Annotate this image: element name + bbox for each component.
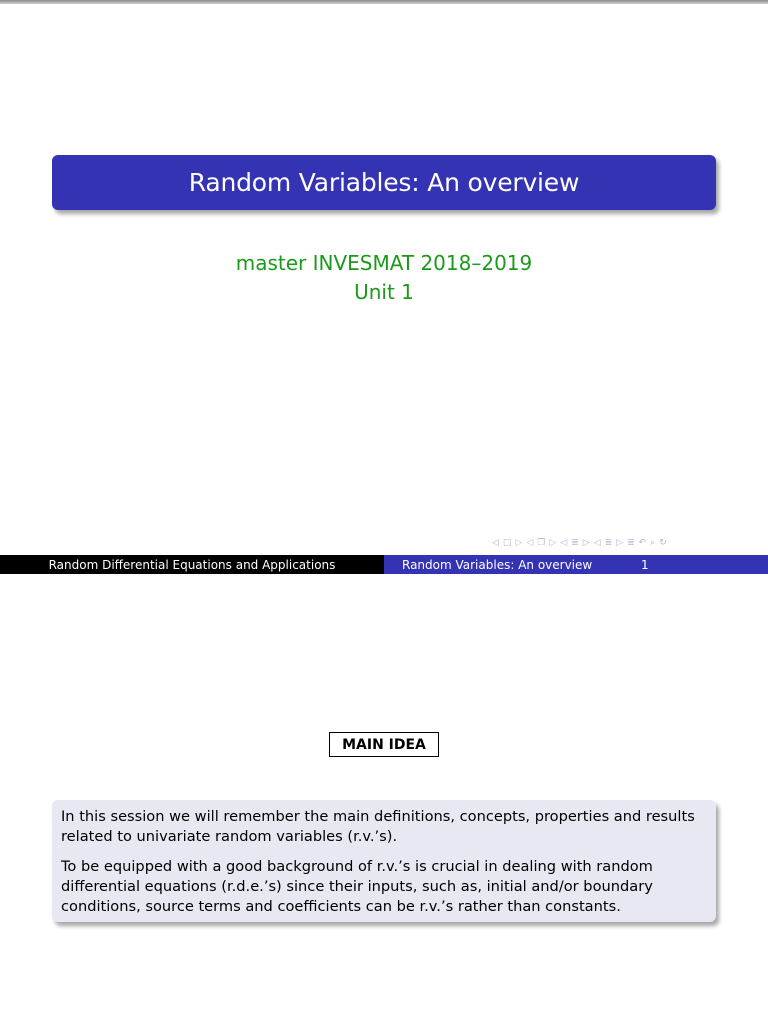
main-idea-label (329, 732, 439, 757)
slide-title-box (52, 155, 716, 210)
nav-next-section-arrow-icon[interactable]: ▷ (582, 538, 590, 548)
nav-search-icon[interactable]: ⌕ (650, 538, 656, 548)
footer-course-title: Random Differential Equations and Applications (48, 557, 336, 572)
slide-title: Random Variables: An overview (188, 168, 580, 197)
block-paragraph-1: In this session we will remember the main definitions, concepts, properties and results related to univariate random variables (r.v.’s). (61, 808, 695, 845)
nav-document-icon[interactable]: ≣ (604, 538, 613, 548)
nav-back-icon[interactable]: ↶ (638, 538, 647, 548)
main-idea-text: MAIN IDEA (342, 736, 426, 753)
footer-page-number: 1 (641, 557, 649, 572)
slide-footer (0, 555, 768, 574)
nav-next-doc-arrow-icon[interactable]: ▷ (616, 538, 624, 548)
subtitle-course: master INVESMAT 2018–2019 (235, 251, 533, 275)
block-paragraph-2: To be equipped with a good background of r.v.’s is crucial in dealing with random differential equations (r.d.e.’s) since their inputs, such as, initial and/or boundary conditions, source terms and coefficients can be r.v.’s rather than constants. (61, 858, 653, 915)
footer-slide-title: Random Variables: An overview (402, 557, 593, 572)
footer-left-panel (0, 555, 384, 574)
content-block (52, 800, 716, 922)
beamer-navigation-bar (492, 537, 762, 549)
nav-prev-frame-arrow-icon[interactable]: ◁ (492, 538, 499, 548)
nav-toc-icon[interactable]: ≣ (627, 538, 635, 548)
nav-subsection-icon[interactable]: ❐ (537, 538, 546, 548)
nav-frame-icon[interactable]: □ (502, 538, 512, 548)
nav-prev-section-arrow-icon[interactable]: ◁ (560, 538, 568, 548)
nav-forward-icon[interactable]: ↻ (659, 538, 667, 548)
nav-next-frame-arrow-icon[interactable]: ▷ (515, 538, 523, 548)
nav-prev-subsection-arrow-icon[interactable]: ◁ (526, 538, 534, 548)
subtitle-unit: Unit 1 (354, 280, 414, 304)
nav-section-icon[interactable]: ≣ (571, 538, 579, 548)
footer-right-panel (384, 555, 768, 574)
page-top-rule (0, 0, 768, 4)
nav-prev-doc-arrow-icon[interactable]: ◁ (593, 538, 601, 548)
nav-next-subsection-arrow-icon[interactable]: ▷ (549, 538, 557, 548)
